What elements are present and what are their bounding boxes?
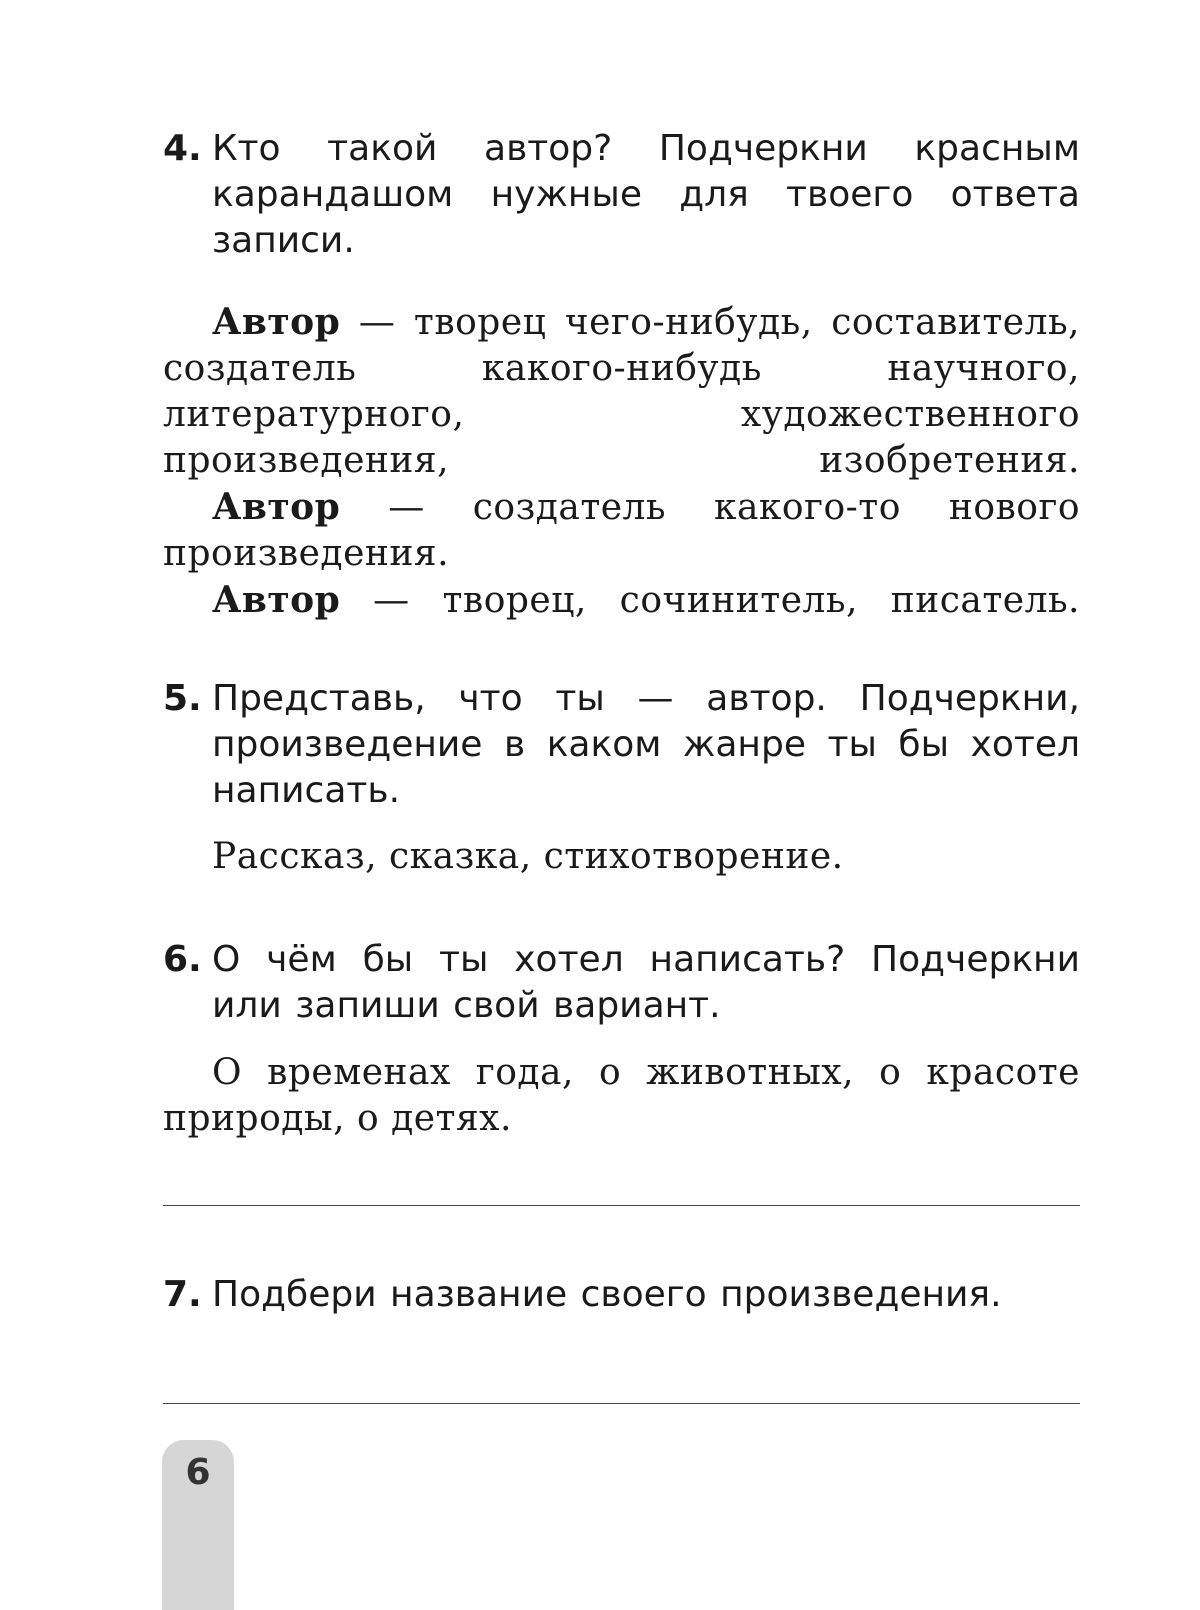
task-number: 4. (163, 128, 202, 169)
page-number: 6 (185, 1452, 211, 1493)
definition-3[interactable] (163, 577, 1080, 624)
genre-options[interactable] (163, 834, 1080, 880)
topic-options[interactable] (163, 1050, 1080, 1142)
definition-term: Автор (212, 486, 341, 528)
task-5 (163, 676, 1080, 814)
definition-term: Автор (212, 301, 341, 343)
answer-line-7[interactable] (163, 1403, 1080, 1404)
definition-text: — творец, сочинитель, писатель. (340, 580, 1080, 621)
topic-options-text[interactable]: О временах года, о животных, о красоте природы, о детях. (163, 1052, 1080, 1139)
task-4 (163, 126, 1080, 264)
author-definitions (163, 299, 1080, 624)
definition-2[interactable] (163, 484, 1080, 577)
task-prompt: Кто такой автор? Подчеркни красным карандашом нужные для твоего ответа записи. (212, 128, 1080, 261)
definition-term: Автор (212, 579, 341, 621)
genre-options-text[interactable]: Рассказ, сказка, стихотворение. (212, 836, 844, 877)
definition-text: — творец чего-нибудь, составитель, создатель какого-нибудь научного, литературного, художественного произведения, изобретения. (163, 302, 1080, 481)
task-prompt: Представь, что ты — автор. Подчеркни, произведение в каком жанре ты бы хотел написать. (212, 678, 1080, 811)
definition-text: — создатель какого-то нового произведения. (163, 487, 1080, 574)
task-number: 5. (163, 678, 202, 719)
page-number-tab (162, 1440, 234, 1610)
answer-line-6[interactable] (163, 1205, 1080, 1206)
task-7 (163, 1272, 1080, 1318)
task-number: 7. (163, 1274, 202, 1315)
task-prompt: О чём бы ты хотел написать? Подчеркни или запиши свой вариант. (212, 939, 1080, 1026)
task-prompt: Подбери название своего произведения. (212, 1274, 1002, 1315)
task-6 (163, 937, 1080, 1029)
task-number: 6. (163, 939, 202, 980)
definition-1[interactable] (163, 299, 1080, 484)
